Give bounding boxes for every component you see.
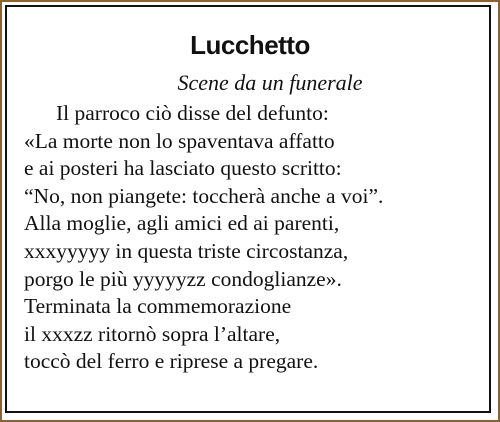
poem-line: “No, non piangete: toccherà anche a voi”. <box>24 183 384 208</box>
page-title: Lucchetto <box>190 30 310 60</box>
poem-line: Terminata la commemorazione <box>24 294 292 319</box>
poem-line: «La morte non lo spaventava affatto <box>24 128 335 153</box>
poem-body <box>24 100 494 376</box>
poem-line: Alla moglie, agli amici ed ai parenti, <box>24 211 340 236</box>
poem-line: e ai posteri ha lasciato questo scritto: <box>24 156 342 181</box>
page-subtitle: Scene da un funerale <box>177 70 363 95</box>
poem-line: xxxyyyyy in questa triste circostanza, <box>24 238 349 263</box>
poem-line: porgo le più yyyyyzz condoglianze». <box>24 266 342 291</box>
poem-line: toccò del ferro e riprese a pregare. <box>24 349 319 374</box>
poem-line: il xxxzz ritornò sopra l’altare, <box>24 321 281 346</box>
poem-line: Il parroco ciò disse del defunto: <box>56 101 329 125</box>
